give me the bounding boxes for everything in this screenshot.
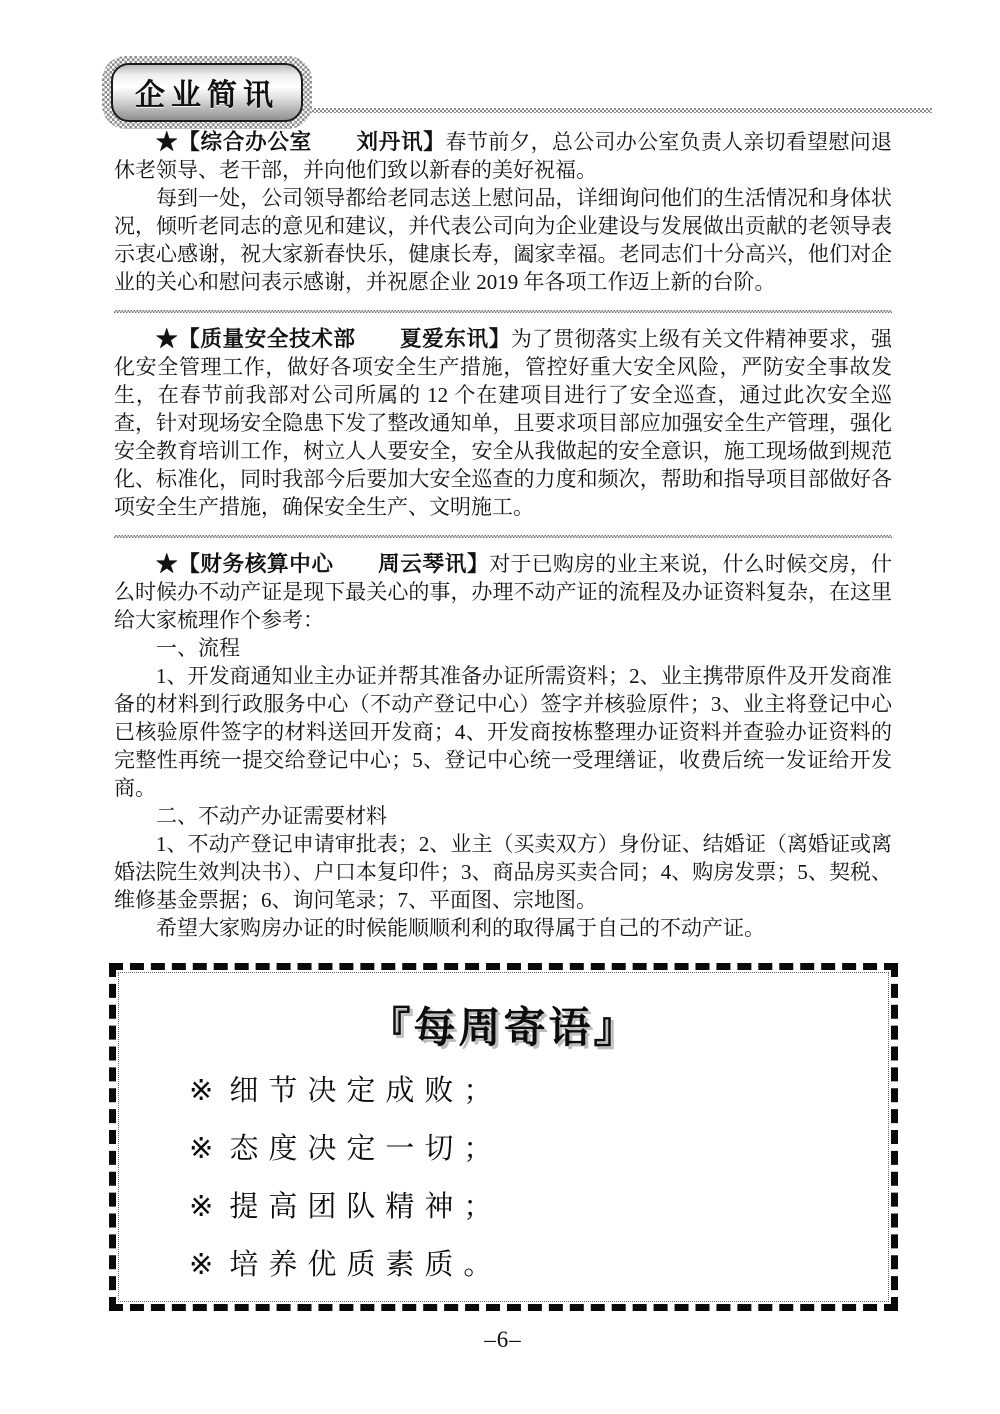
- weekly-message-inner: [118, 972, 889, 1302]
- section-divider: [114, 535, 892, 538]
- weekly-message-list: [155, 1075, 852, 1281]
- weekly-message-text: 提高团队精神；: [229, 1191, 503, 1223]
- paragraph: 1、开发商通知业主办证并帮其准备办证所需资料；2、业主携带原件及开发商准备的材料到行政服务中心（不动产登记中心）签字并核验原件；3、业主将登记中心已核验原件签字的材料送回开发商；4、开发商按栋整理办证资料并查验办证资料的完整性再统一提交给登记中心；5、登记中心统一受理缮证，收费后统一发证给开发商。: [114, 664, 892, 800]
- section-divider: [114, 310, 892, 313]
- weekly-message-item: [189, 1191, 852, 1223]
- badge-checker-frame: [102, 56, 312, 129]
- page-number: –6–: [484, 1327, 522, 1352]
- article-section: [114, 325, 892, 521]
- section-byline: ★【综合办公室 刘丹讯】: [156, 130, 446, 154]
- section-byline: ★【质量安全技术部 夏爱东讯】: [156, 327, 511, 351]
- reference-mark-icon: ※: [189, 1191, 214, 1223]
- paragraph: 希望大家购房办证的时候能顺顺利利的取得属于自己的不动产证。: [156, 916, 765, 940]
- newsletter-badge: [111, 63, 303, 122]
- reference-mark-icon: ※: [189, 1133, 214, 1165]
- articles-area: [114, 128, 892, 942]
- weekly-message-item: [189, 1133, 852, 1165]
- weekly-message-text: 细节决定成败；: [229, 1075, 503, 1107]
- weekly-message-text: 培养优质素质。: [229, 1249, 503, 1281]
- paragraph: 二、不动产办证需要材料: [156, 804, 387, 828]
- reference-mark-icon: ※: [189, 1075, 214, 1107]
- paragraph: 每到一处，公司领导都给老同志送上慰问品，详细询问他们的生活情况和身体状况，倾听老同志的意见和建议，并代表公司向为企业建设与发展做出贡献的老领导表示衷心感谢，祝大家新春快乐，健康长寿，阖家幸福。老同志们十分高兴，他们对企业的关心和慰问表示感谢，并祝愿企业 2019 年各项工作迈上新的台阶。: [114, 186, 892, 294]
- weekly-message-text: 态度决定一切；: [229, 1133, 503, 1165]
- article-section: [114, 128, 892, 296]
- weekly-message-item: [189, 1075, 852, 1107]
- article-section: [114, 550, 892, 942]
- paragraph: ★【综合办公室 刘丹讯】春节前夕，总公司办公室负责人亲切看望慰问退休老领导、老干部，并向他们致以新春的美好祝福。: [114, 130, 892, 182]
- weekly-message-item: [189, 1249, 852, 1281]
- section-byline: ★【财务核算中心 周云琴讯】: [156, 552, 490, 576]
- page-footer: [114, 1327, 892, 1353]
- reference-mark-icon: ※: [189, 1249, 214, 1281]
- weekly-message-box: [109, 963, 898, 1311]
- weekly-message-title: 『每周寄语』: [368, 1006, 639, 1052]
- paragraph: 一、流程: [156, 636, 240, 660]
- badge-label: 企业简讯: [135, 79, 279, 112]
- paragraph: 1、不动产登记申请审批表；2、业主（买卖双方）身份证、结婚证（离婚证或离婚法院生效判决书）、户口本复印件；3、商品房买卖合同；4、购房发票；5、契税、维修基金票据；6、询问笔录；7、平面图、宗地图。: [114, 832, 892, 912]
- paragraph: ★【财务核算中心 周云琴讯】对于已购房的业主来说，什么时候交房，什么时候办不动产证是现下最关心的事，办理不动产证的流程及办证资料复杂，在这里给大家梳理作个参考：: [114, 552, 892, 632]
- page-header: [114, 56, 892, 120]
- paragraph: ★【质量安全技术部 夏爱东讯】为了贯彻落实上级有关文件精神要求，强化安全管理工作，做好各项安全生产措施，管控好重大安全风险，严防安全事故发生，在春节前我部对公司所属的 12 个在建项目进行了安全巡查，通过此次安全巡查，针对现场安全隐患下发了整改通知单，且要求项目部应加强安全生产管理，强化安全教育培训工作，树立人人要安全，安全从我做起的安全意识，施工现场做到规范化、标准化，同时我部今后要加大安全巡查的力度和频次，帮助和指导项目部做好各项安全生产措施，确保安全生产、文明施工。: [114, 327, 892, 519]
